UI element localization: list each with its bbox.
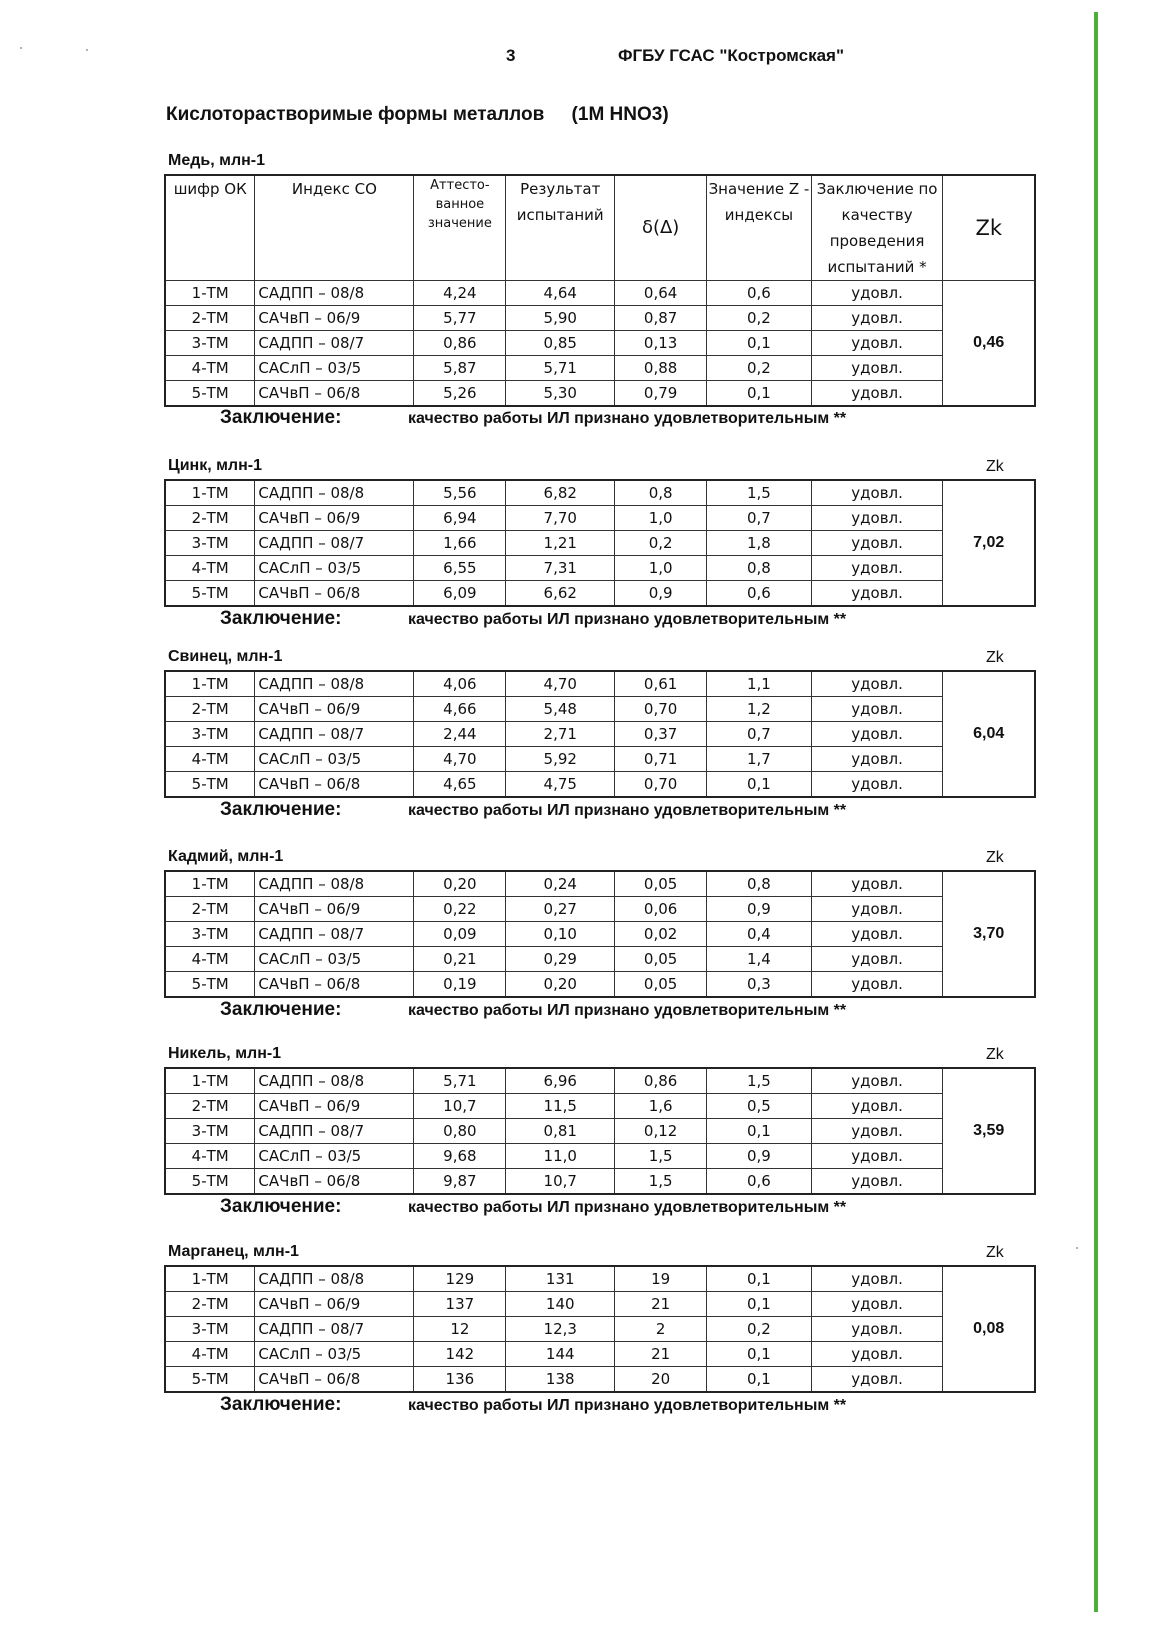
conclusion-line xyxy=(220,799,847,821)
cell-verdict: удовл. xyxy=(811,356,943,381)
cell-result: 144 xyxy=(506,1342,615,1367)
conclusion-label: Заключение: xyxy=(220,608,342,629)
cell-verdict: удовл. xyxy=(811,1367,943,1393)
cell-certified: 4,65 xyxy=(414,772,506,798)
cell-result: 7,31 xyxy=(506,556,615,581)
cell-delta: 0,8 xyxy=(615,480,707,506)
cell-delta: 21 xyxy=(615,1292,707,1317)
cell-index: САЧвП – 06/9 xyxy=(255,1094,414,1119)
cell-certified: 0,09 xyxy=(414,922,506,947)
table-row xyxy=(165,331,1035,356)
section-title: Марганец, млн-1 xyxy=(168,1243,299,1260)
conclusion-label: Заключение: xyxy=(220,1196,342,1217)
cell-delta: 0,61 xyxy=(615,671,707,697)
cell-result: 4,75 xyxy=(506,772,615,798)
cell-verdict: удовл. xyxy=(811,306,943,331)
cell-zindex: 0,8 xyxy=(707,871,812,897)
cell-index: САЧвП – 06/8 xyxy=(255,1169,414,1195)
conclusion-line xyxy=(220,1394,847,1416)
table-row xyxy=(165,1094,1035,1119)
cell-code: 3-ТМ xyxy=(165,531,255,556)
zk-value: 3,70 xyxy=(943,871,1035,997)
results-table xyxy=(164,670,1036,798)
zk-value: 6,04 xyxy=(943,671,1035,797)
table-row xyxy=(165,1266,1035,1292)
cell-zindex: 1,8 xyxy=(707,531,812,556)
cell-index: САДПП – 08/8 xyxy=(255,671,414,697)
cell-delta: 2 xyxy=(615,1317,707,1342)
table-row xyxy=(165,922,1035,947)
cell-zindex: 0,1 xyxy=(707,331,812,356)
cell-verdict: удовл. xyxy=(811,972,943,998)
cell-verdict: удовл. xyxy=(811,747,943,772)
cell-verdict: удовл. xyxy=(811,1068,943,1094)
table-row xyxy=(165,581,1035,607)
cell-zindex: 0,6 xyxy=(707,281,812,306)
cell-index: САДПП – 08/7 xyxy=(255,722,414,747)
cell-certified: 6,94 xyxy=(414,506,506,531)
cell-code: 3-ТМ xyxy=(165,331,255,356)
cell-delta: 0,05 xyxy=(615,947,707,972)
results-table xyxy=(164,1265,1036,1393)
zk-value: 0,46 xyxy=(943,281,1035,407)
cell-index: САЧвП – 06/9 xyxy=(255,897,414,922)
cell-certified: 9,87 xyxy=(414,1169,506,1195)
cell-certified: 5,56 xyxy=(414,480,506,506)
cell-delta: 0,02 xyxy=(615,922,707,947)
cell-code: 1-ТМ xyxy=(165,1266,255,1292)
table-row xyxy=(165,1144,1035,1169)
cell-verdict: удовл. xyxy=(811,1119,943,1144)
header-delta: δ(Δ) xyxy=(615,175,707,281)
cell-delta: 0,86 xyxy=(615,1068,707,1094)
cell-code: 5-ТМ xyxy=(165,1367,255,1393)
cell-code: 2-ТМ xyxy=(165,306,255,331)
section-title: Медь, млн-1 xyxy=(168,152,265,169)
cell-delta: 0,88 xyxy=(615,356,707,381)
cell-zindex: 1,1 xyxy=(707,671,812,697)
cell-zindex: 1,7 xyxy=(707,747,812,772)
cell-index: САСлП – 03/5 xyxy=(255,1342,414,1367)
table-row xyxy=(165,897,1035,922)
cell-code: 5-ТМ xyxy=(165,1169,255,1195)
cell-result: 10,7 xyxy=(506,1169,615,1195)
section-title: Цинк, млн-1 xyxy=(168,457,262,474)
cell-delta: 1,6 xyxy=(615,1094,707,1119)
cell-certified: 6,09 xyxy=(414,581,506,607)
cell-result: 138 xyxy=(506,1367,615,1393)
cell-code: 4-ТМ xyxy=(165,356,255,381)
zk-value: 0,08 xyxy=(943,1266,1035,1392)
cell-delta: 19 xyxy=(615,1266,707,1292)
zk-value: 3,59 xyxy=(943,1068,1035,1194)
cell-delta: 0,87 xyxy=(615,306,707,331)
cell-result: 11,0 xyxy=(506,1144,615,1169)
cell-result: 0,27 xyxy=(506,897,615,922)
cell-certified: 129 xyxy=(414,1266,506,1292)
section-title: Кадмий, млн-1 xyxy=(168,848,284,865)
cell-index: САДПП – 08/8 xyxy=(255,1068,414,1094)
cell-zindex: 0,1 xyxy=(707,1119,812,1144)
cell-certified: 4,24 xyxy=(414,281,506,306)
cell-index: САДПП – 08/7 xyxy=(255,1119,414,1144)
cell-index: САЧвП – 06/8 xyxy=(255,972,414,998)
cell-delta: 0,13 xyxy=(615,331,707,356)
cell-delta: 1,5 xyxy=(615,1169,707,1195)
cell-zindex: 0,3 xyxy=(707,972,812,998)
cell-certified: 6,55 xyxy=(414,556,506,581)
cell-delta: 1,5 xyxy=(615,1144,707,1169)
cell-index: САДПП – 08/8 xyxy=(255,1266,414,1292)
conclusion-line xyxy=(220,407,847,429)
zk-label: Zk xyxy=(986,1046,1004,1063)
cell-index: САЧвП – 06/8 xyxy=(255,581,414,607)
cell-certified: 5,71 xyxy=(414,1068,506,1094)
zk-value: 7,02 xyxy=(943,480,1035,606)
cell-verdict: удовл. xyxy=(811,1169,943,1195)
cell-verdict: удовл. xyxy=(811,531,943,556)
cell-certified: 5,87 xyxy=(414,356,506,381)
cell-code: 3-ТМ xyxy=(165,922,255,947)
cell-delta: 0,71 xyxy=(615,747,707,772)
table-row xyxy=(165,1068,1035,1094)
cell-delta: 0,79 xyxy=(615,381,707,407)
table-row xyxy=(165,556,1035,581)
cell-index: САЧвП – 06/8 xyxy=(255,772,414,798)
cell-code: 4-ТМ xyxy=(165,747,255,772)
zk-label: Zk xyxy=(986,458,1004,475)
cell-result: 5,71 xyxy=(506,356,615,381)
scan-speck xyxy=(1076,1247,1078,1249)
section-title: Никель, млн-1 xyxy=(168,1045,282,1062)
cell-certified: 4,06 xyxy=(414,671,506,697)
header-index: Индекс СО xyxy=(255,175,414,281)
cell-verdict: удовл. xyxy=(811,331,943,356)
cell-certified: 0,80 xyxy=(414,1119,506,1144)
cell-delta: 0,70 xyxy=(615,772,707,798)
cell-code: 1-ТМ xyxy=(165,1068,255,1094)
cell-result: 0,10 xyxy=(506,922,615,947)
cell-result: 11,5 xyxy=(506,1094,615,1119)
cell-certified: 1,66 xyxy=(414,531,506,556)
cell-zindex: 0,1 xyxy=(707,1367,812,1393)
table-row xyxy=(165,281,1035,306)
cell-index: САСлП – 03/5 xyxy=(255,356,414,381)
conclusion-text: качество работы ИЛ признано удовлетворительным ** xyxy=(408,802,847,819)
cell-result: 0,24 xyxy=(506,871,615,897)
cell-result: 4,70 xyxy=(506,671,615,697)
cell-certified: 137 xyxy=(414,1292,506,1317)
table-row xyxy=(165,506,1035,531)
cell-verdict: удовл. xyxy=(811,1144,943,1169)
cell-delta: 0,05 xyxy=(615,972,707,998)
cell-index: САСлП – 03/5 xyxy=(255,556,414,581)
header-certified: Аттесто-ванное значение xyxy=(414,175,506,281)
conclusion-text: качество работы ИЛ признано удовлетворительным ** xyxy=(408,1199,847,1216)
cell-verdict: удовл. xyxy=(811,722,943,747)
cell-result: 1,21 xyxy=(506,531,615,556)
table-row xyxy=(165,697,1035,722)
cell-index: САДПП – 08/7 xyxy=(255,531,414,556)
cell-result: 5,48 xyxy=(506,697,615,722)
cell-verdict: удовл. xyxy=(811,1292,943,1317)
cell-verdict: удовл. xyxy=(811,1266,943,1292)
conclusion-label: Заключение: xyxy=(220,407,342,428)
cell-certified: 5,77 xyxy=(414,306,506,331)
cell-result: 0,85 xyxy=(506,331,615,356)
header-verdict: Заключение по качеству проведения испытаний * xyxy=(811,175,943,281)
cell-code: 2-ТМ xyxy=(165,1094,255,1119)
cell-result: 131 xyxy=(506,1266,615,1292)
cell-verdict: удовл. xyxy=(811,281,943,306)
cell-certified: 0,21 xyxy=(414,947,506,972)
cell-result: 6,82 xyxy=(506,480,615,506)
table-row xyxy=(165,306,1035,331)
cell-code: 5-ТМ xyxy=(165,772,255,798)
cell-certified: 12 xyxy=(414,1317,506,1342)
cell-result: 5,90 xyxy=(506,306,615,331)
organization-header: ФГБУ ГСАС "Костромская" xyxy=(618,46,845,65)
cell-zindex: 0,1 xyxy=(707,772,812,798)
cell-code: 1-ТМ xyxy=(165,480,255,506)
cell-code: 4-ТМ xyxy=(165,1144,255,1169)
cell-index: САЧвП – 06/9 xyxy=(255,697,414,722)
cell-zindex: 1,4 xyxy=(707,947,812,972)
cell-zindex: 0,1 xyxy=(707,381,812,407)
cell-zindex: 0,5 xyxy=(707,1094,812,1119)
cell-delta: 0,05 xyxy=(615,871,707,897)
cell-verdict: удовл. xyxy=(811,480,943,506)
cell-result: 0,81 xyxy=(506,1119,615,1144)
cell-verdict: удовл. xyxy=(811,947,943,972)
cell-certified: 4,70 xyxy=(414,747,506,772)
cell-delta: 1,0 xyxy=(615,506,707,531)
zk-label: Zk xyxy=(986,849,1004,866)
cell-index: САЧвП – 06/8 xyxy=(255,1367,414,1393)
document-title-acid: (1М HNO3) xyxy=(571,104,669,125)
cell-verdict: удовл. xyxy=(811,1342,943,1367)
cell-verdict: удовл. xyxy=(811,1094,943,1119)
table-row xyxy=(165,671,1035,697)
cell-result: 7,70 xyxy=(506,506,615,531)
cell-code: 5-ТМ xyxy=(165,581,255,607)
cell-certified: 10,7 xyxy=(414,1094,506,1119)
cell-result: 140 xyxy=(506,1292,615,1317)
cell-verdict: удовл. xyxy=(811,506,943,531)
page-edge-green-line xyxy=(1094,12,1098,1612)
cell-delta: 0,12 xyxy=(615,1119,707,1144)
cell-zindex: 0,1 xyxy=(707,1342,812,1367)
cell-code: 2-ТМ xyxy=(165,1292,255,1317)
header-code: шифр ОК xyxy=(165,175,255,281)
cell-code: 4-ТМ xyxy=(165,1342,255,1367)
conclusion-label: Заключение: xyxy=(220,999,342,1020)
cell-zindex: 0,1 xyxy=(707,1266,812,1292)
cell-zindex: 0,2 xyxy=(707,306,812,331)
table-row xyxy=(165,1169,1035,1195)
conclusion-line xyxy=(220,1196,847,1218)
cell-code: 3-ТМ xyxy=(165,1119,255,1144)
conclusion-text: качество работы ИЛ признано удовлетворительным ** xyxy=(408,410,847,427)
table-row xyxy=(165,381,1035,407)
document-title xyxy=(166,104,669,126)
table-row xyxy=(165,1342,1035,1367)
table-row xyxy=(165,772,1035,798)
cell-index: САЧвП – 06/8 xyxy=(255,381,414,407)
conclusion-text: качество работы ИЛ признано удовлетворительным ** xyxy=(408,1002,847,1019)
results-table xyxy=(164,1067,1036,1195)
cell-verdict: удовл. xyxy=(811,697,943,722)
cell-zindex: 0,6 xyxy=(707,1169,812,1195)
cell-delta: 0,06 xyxy=(615,897,707,922)
header-result: Результат испытаний xyxy=(506,175,615,281)
cell-delta: 1,0 xyxy=(615,556,707,581)
table-row xyxy=(165,947,1035,972)
cell-certified: 142 xyxy=(414,1342,506,1367)
cell-certified: 0,86 xyxy=(414,331,506,356)
cell-index: САСлП – 03/5 xyxy=(255,1144,414,1169)
scan-speck xyxy=(20,47,22,49)
results-table xyxy=(164,479,1036,607)
zk-label: Zk xyxy=(986,1244,1004,1261)
cell-index: САЧвП – 06/9 xyxy=(255,306,414,331)
cell-certified: 9,68 xyxy=(414,1144,506,1169)
cell-index: САДПП – 08/8 xyxy=(255,480,414,506)
cell-index: САСлП – 03/5 xyxy=(255,947,414,972)
table-row xyxy=(165,1292,1035,1317)
cell-index: САДПП – 08/7 xyxy=(255,1317,414,1342)
cell-verdict: удовл. xyxy=(811,581,943,607)
cell-delta: 0,37 xyxy=(615,722,707,747)
cell-certified: 136 xyxy=(414,1367,506,1393)
cell-delta: 21 xyxy=(615,1342,707,1367)
cell-result: 12,3 xyxy=(506,1317,615,1342)
cell-verdict: удовл. xyxy=(811,922,943,947)
cell-index: САСлП – 03/5 xyxy=(255,747,414,772)
cell-certified: 0,22 xyxy=(414,897,506,922)
cell-code: 5-ТМ xyxy=(165,381,255,407)
table-row xyxy=(165,1367,1035,1393)
cell-zindex: 0,7 xyxy=(707,722,812,747)
cell-delta: 0,9 xyxy=(615,581,707,607)
cell-code: 3-ТМ xyxy=(165,1317,255,1342)
cell-verdict: удовл. xyxy=(811,1317,943,1342)
cell-verdict: удовл. xyxy=(811,871,943,897)
results-table xyxy=(164,870,1036,998)
cell-result: 5,30 xyxy=(506,381,615,407)
cell-index: САДПП – 08/7 xyxy=(255,331,414,356)
cell-certified: 2,44 xyxy=(414,722,506,747)
cell-result: 5,92 xyxy=(506,747,615,772)
conclusion-label: Заключение: xyxy=(220,1394,342,1415)
cell-code: 5-ТМ xyxy=(165,972,255,998)
cell-delta: 0,2 xyxy=(615,531,707,556)
cell-zindex: 1,5 xyxy=(707,1068,812,1094)
cell-result: 0,29 xyxy=(506,947,615,972)
table-header-row xyxy=(165,175,1035,281)
cell-verdict: удовл. xyxy=(811,671,943,697)
cell-verdict: удовл. xyxy=(811,897,943,922)
cell-code: 2-ТМ xyxy=(165,897,255,922)
cell-index: САДПП – 08/8 xyxy=(255,281,414,306)
cell-code: 1-ТМ xyxy=(165,281,255,306)
cell-index: САЧвП – 06/9 xyxy=(255,506,414,531)
cell-index: САЧвП – 06/9 xyxy=(255,1292,414,1317)
cell-code: 1-ТМ xyxy=(165,671,255,697)
conclusion-label: Заключение: xyxy=(220,799,342,820)
conclusion-text: качество работы ИЛ признано удовлетворительным ** xyxy=(408,1397,847,1414)
cell-zindex: 0,9 xyxy=(707,897,812,922)
cell-result: 4,64 xyxy=(506,281,615,306)
cell-code: 2-ТМ xyxy=(165,697,255,722)
cell-zindex: 0,4 xyxy=(707,922,812,947)
cell-certified: 5,26 xyxy=(414,381,506,407)
cell-result: 6,62 xyxy=(506,581,615,607)
cell-zindex: 0,6 xyxy=(707,581,812,607)
cell-result: 6,96 xyxy=(506,1068,615,1094)
scan-speck xyxy=(86,49,88,51)
cell-zindex: 1,5 xyxy=(707,480,812,506)
cell-code: 4-ТМ xyxy=(165,556,255,581)
header-zindex: Значение Z - индексы xyxy=(707,175,812,281)
cell-certified: 4,66 xyxy=(414,697,506,722)
table-row xyxy=(165,531,1035,556)
cell-code: 1-ТМ xyxy=(165,871,255,897)
cell-delta: 20 xyxy=(615,1367,707,1393)
table-row xyxy=(165,722,1035,747)
table-row xyxy=(165,871,1035,897)
page-number: 3 xyxy=(506,46,516,65)
header-zk: Zk xyxy=(943,175,1035,281)
cell-zindex: 1,2 xyxy=(707,697,812,722)
cell-index: САДПП – 08/8 xyxy=(255,871,414,897)
cell-zindex: 0,2 xyxy=(707,1317,812,1342)
zk-label: Zk xyxy=(986,649,1004,666)
cell-certified: 0,19 xyxy=(414,972,506,998)
cell-zindex: 0,8 xyxy=(707,556,812,581)
cell-zindex: 0,1 xyxy=(707,1292,812,1317)
conclusion-text: качество работы ИЛ признано удовлетворительным ** xyxy=(408,611,847,628)
cell-verdict: удовл. xyxy=(811,772,943,798)
document-title-main: Кислоторастворимые формы металлов xyxy=(166,104,545,125)
cell-index: САДПП – 08/7 xyxy=(255,922,414,947)
cell-zindex: 0,9 xyxy=(707,1144,812,1169)
conclusion-line xyxy=(220,608,847,630)
cell-code: 4-ТМ xyxy=(165,947,255,972)
cell-delta: 0,64 xyxy=(615,281,707,306)
table-row xyxy=(165,747,1035,772)
cell-zindex: 0,7 xyxy=(707,506,812,531)
cell-verdict: удовл. xyxy=(811,556,943,581)
table-row xyxy=(165,972,1035,998)
table-row xyxy=(165,1317,1035,1342)
cell-code: 3-ТМ xyxy=(165,722,255,747)
cell-certified: 0,20 xyxy=(414,871,506,897)
cell-result: 2,71 xyxy=(506,722,615,747)
cell-result: 0,20 xyxy=(506,972,615,998)
table-row xyxy=(165,356,1035,381)
table-row xyxy=(165,1119,1035,1144)
table-row xyxy=(165,480,1035,506)
section-title: Свинец, млн-1 xyxy=(168,648,283,665)
cell-zindex: 0,2 xyxy=(707,356,812,381)
cell-delta: 0,70 xyxy=(615,697,707,722)
conclusion-line xyxy=(220,999,847,1021)
cell-code: 2-ТМ xyxy=(165,506,255,531)
results-table xyxy=(164,174,1036,407)
cell-verdict: удовл. xyxy=(811,381,943,407)
